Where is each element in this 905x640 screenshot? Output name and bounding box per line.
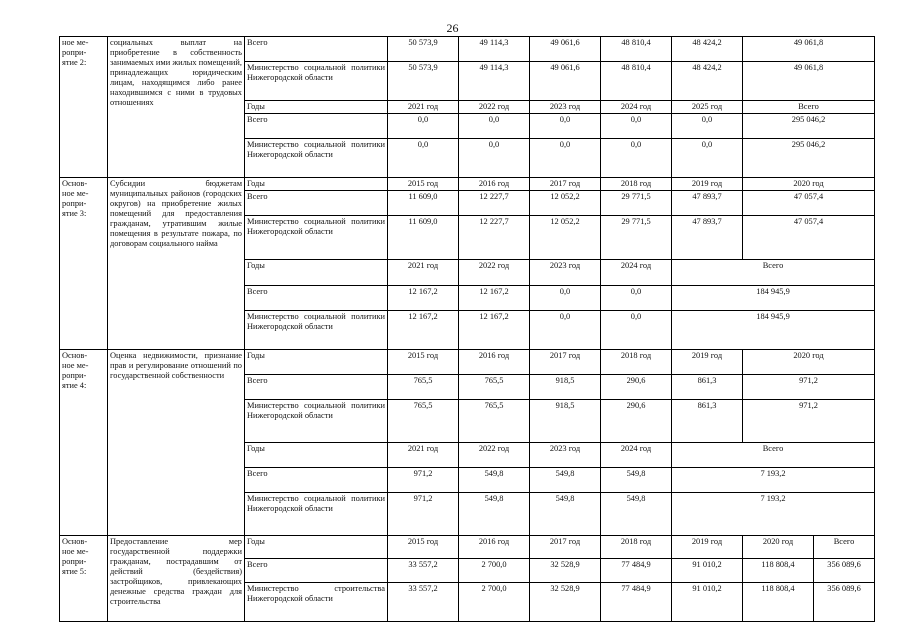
year-header-cell: 2019 год: [672, 536, 743, 559]
amount-cell: 861,3: [672, 375, 743, 400]
event-code: ное ме- ропри- ятие 2:: [60, 37, 108, 178]
year-header-cell: 2024 год: [601, 260, 672, 286]
amount-cell: 91 010,2: [672, 559, 743, 583]
event-description: Субсидии бюджетам муниципальных районов (городских округов) на приобретение жилых помещений для предоставления гражданам, утратившим жилые помещения в результате пожара, по договорам социального найма: [108, 178, 245, 350]
amount-cell: 29 771,5: [601, 216, 672, 260]
year-header-cell: 2016 год: [459, 178, 530, 191]
amount-cell: 77 484,9: [601, 559, 672, 583]
ministry-label: Министерство строительства Нижегородской области: [245, 583, 388, 622]
total-label: Всего: [245, 37, 388, 62]
amount-cell: 47 893,7: [672, 216, 743, 260]
event-code: Основ- ное ме- ропри- ятие 3:: [60, 178, 108, 350]
ministry-label: Министерство социальной политики Нижегородской области: [245, 311, 388, 350]
year-header-cell: 2019 год: [672, 350, 743, 375]
total-label: Всего: [245, 286, 388, 311]
amount-cell: 12 167,2: [388, 286, 459, 311]
year-header-cell: 2018 год: [601, 536, 672, 559]
year-header-cell: 2022 год: [459, 443, 530, 468]
amount-cell: 0,0: [530, 139, 601, 178]
amount-cell: 0,0: [530, 286, 601, 311]
amount-cell: 0,0: [601, 286, 672, 311]
amount-cell: 12 227,7: [459, 216, 530, 260]
year-header-cell: 2023 год: [530, 101, 601, 114]
event-code: Основ- ное ме- ропри- ятие 5:: [60, 536, 108, 622]
ministry-label: Министерство социальной политики Нижегородской области: [245, 216, 388, 260]
amount-cell: 49 061,6: [530, 62, 601, 101]
amount-cell: 765,5: [388, 375, 459, 400]
year-header-cell: 2018 год: [601, 178, 672, 191]
ministry-label: Министерство социальной политики Нижегородской области: [245, 62, 388, 101]
amount-cell: 33 557,2: [388, 559, 459, 583]
amount-cell: 765,5: [459, 400, 530, 443]
years-label: Годы: [245, 101, 388, 114]
total-label: Всего: [245, 559, 388, 583]
amount-cell: 48 810,4: [601, 37, 672, 62]
total-label: Всего: [245, 191, 388, 216]
amount-cell: 861,3: [672, 400, 743, 443]
year-header-cell: 2017 год: [530, 178, 601, 191]
amount-cell: 48 424,2: [672, 37, 743, 62]
amount-cell: 0,0: [672, 139, 743, 178]
year-header-cell: 2019 год: [672, 178, 743, 191]
event-description: социальных выплат на приобретение в собственность занимаемых ими жилых помещений, принадлежащих юридическим лицам, находящимся либо ранее находившимся с ними в трудовых отношениях: [108, 37, 245, 178]
amount-cell: 12 052,2: [530, 191, 601, 216]
event-code: Основ- ное ме- ропри- ятие 4:: [60, 350, 108, 536]
year-header-cell: 2023 год: [530, 443, 601, 468]
amount-cell: 0,0: [459, 114, 530, 139]
amount-cell: 549,8: [459, 468, 530, 493]
amount-cell: 0,0: [601, 139, 672, 178]
amount-cell: 48 810,4: [601, 62, 672, 101]
amount-cell: 0,0: [388, 114, 459, 139]
year-header-cell: 2015 год: [388, 350, 459, 375]
amount-cell: 549,8: [530, 468, 601, 493]
amount-cell: 295 046,2: [743, 114, 875, 139]
year-header-cell: 2023 год: [530, 260, 601, 286]
amount-cell: 32 528,9: [530, 559, 601, 583]
amount-cell: 0,0: [388, 139, 459, 178]
amount-cell: 29 771,5: [601, 191, 672, 216]
years-label: Годы: [245, 536, 388, 559]
page-number: 26: [446, 21, 459, 35]
year-header-cell: 2024 год: [601, 101, 672, 114]
table-row: [60, 536, 875, 559]
total-label: Всего: [245, 114, 388, 139]
total-label: Всего: [245, 375, 388, 400]
amount-cell: 12 167,2: [388, 311, 459, 350]
table-row: [60, 350, 875, 375]
amount-cell: 918,5: [530, 400, 601, 443]
amount-cell: 356 089,6: [814, 559, 875, 583]
amount-cell: 0,0: [601, 114, 672, 139]
ministry-label: Министерство социальной политики Нижегородской области: [245, 139, 388, 178]
amount-cell: 918,5: [530, 375, 601, 400]
amount-cell: 0,0: [672, 114, 743, 139]
amount-cell: 549,8: [601, 493, 672, 536]
amount-cell: 0,0: [530, 311, 601, 350]
year-header-cell: 2017 год: [530, 536, 601, 559]
amount-cell: 971,2: [743, 400, 875, 443]
event-description: Оценка недвижимости, признание прав и регулирование отношений по государственной собственности: [108, 350, 245, 536]
amount-cell: 765,5: [459, 375, 530, 400]
amount-cell: 49 114,3: [459, 62, 530, 101]
amount-cell: 50 573,9: [388, 62, 459, 101]
year-header-cell: 2021 год: [388, 443, 459, 468]
year-header-cell: 2022 год: [459, 101, 530, 114]
amount-cell: 33 557,2: [388, 583, 459, 622]
amount-cell: 50 573,9: [388, 37, 459, 62]
amount-cell: 47 893,7: [672, 191, 743, 216]
amount-cell: 49 061,6: [530, 37, 601, 62]
year-header-cell: 2018 год: [601, 350, 672, 375]
amount-cell: 971,2: [388, 493, 459, 536]
amount-cell: 11 609,0: [388, 216, 459, 260]
amount-cell: 47 057,4: [743, 216, 875, 260]
amount-cell: 549,8: [459, 493, 530, 536]
amount-cell: 7 193,2: [672, 493, 875, 536]
amount-cell: 12 167,2: [459, 286, 530, 311]
amount-cell: 49 061,8: [743, 62, 875, 101]
amount-cell: 12 227,7: [459, 191, 530, 216]
amount-cell: 48 424,2: [672, 62, 743, 101]
year-header-cell: 2020 год: [743, 350, 875, 375]
amount-cell: 0,0: [601, 311, 672, 350]
amount-cell: 765,5: [388, 400, 459, 443]
amount-cell: 2 700,0: [459, 559, 530, 583]
year-header-cell: Всего: [814, 536, 875, 559]
amount-cell: 290,6: [601, 375, 672, 400]
year-header-cell: 2021 год: [388, 101, 459, 114]
amount-cell: 118 808,4: [743, 583, 814, 622]
amount-cell: 49 114,3: [459, 37, 530, 62]
amount-cell: 295 046,2: [743, 139, 875, 178]
year-header-cell: 2016 год: [459, 350, 530, 375]
ministry-label: Министерство социальной политики Нижегородской области: [245, 493, 388, 536]
amount-cell: 91 010,2: [672, 583, 743, 622]
year-header-cell: 2016 год: [459, 536, 530, 559]
amount-cell: 7 193,2: [672, 468, 875, 493]
total-label: Всего: [245, 468, 388, 493]
years-label: Годы: [245, 178, 388, 191]
amount-cell: 184 945,9: [672, 311, 875, 350]
amount-cell: 356 089,6: [814, 583, 875, 622]
year-header-cell: 2021 год: [388, 260, 459, 286]
amount-cell: 77 484,9: [601, 583, 672, 622]
amount-cell: 971,2: [388, 468, 459, 493]
year-header-cell: Всего: [672, 260, 875, 286]
ministry-label: Министерство социальной политики Нижегородской области: [245, 400, 388, 443]
amount-cell: 549,8: [530, 493, 601, 536]
year-header-cell: 2015 год: [388, 178, 459, 191]
amount-cell: 184 945,9: [672, 286, 875, 311]
amount-cell: 2 700,0: [459, 583, 530, 622]
amount-cell: 49 061,8: [743, 37, 875, 62]
year-header-cell: 2017 год: [530, 350, 601, 375]
years-label: Годы: [245, 350, 388, 375]
amount-cell: 11 609,0: [388, 191, 459, 216]
amount-cell: 12 167,2: [459, 311, 530, 350]
table-row: [60, 178, 875, 191]
amount-cell: 290,6: [601, 400, 672, 443]
amount-cell: 12 052,2: [530, 216, 601, 260]
event-description: Предоставление мер государственной поддержки гражданам, пострадавшим от действий (бездействия) застройщиков, привлекающих денежные средства граждан для строительства: [108, 536, 245, 622]
amount-cell: 0,0: [530, 114, 601, 139]
amount-cell: 32 528,9: [530, 583, 601, 622]
table-row: [60, 37, 875, 62]
year-header-cell: 2020 год: [743, 536, 814, 559]
amount-cell: 549,8: [601, 468, 672, 493]
year-header-cell: 2015 год: [388, 536, 459, 559]
years-label: Годы: [245, 260, 388, 286]
year-header-cell: 2025 год: [672, 101, 743, 114]
amount-cell: 118 808,4: [743, 559, 814, 583]
amount-cell: 47 057,4: [743, 191, 875, 216]
years-label: Годы: [245, 443, 388, 468]
year-header-cell: 2024 год: [601, 443, 672, 468]
year-header-cell: 2020 год: [743, 178, 875, 191]
amount-cell: 971,2: [743, 375, 875, 400]
year-header-cell: Всего: [672, 443, 875, 468]
year-header-cell: 2022 год: [459, 260, 530, 286]
amount-cell: 0,0: [459, 139, 530, 178]
year-header-cell: Всего: [743, 101, 875, 114]
funding-table: [59, 36, 875, 622]
